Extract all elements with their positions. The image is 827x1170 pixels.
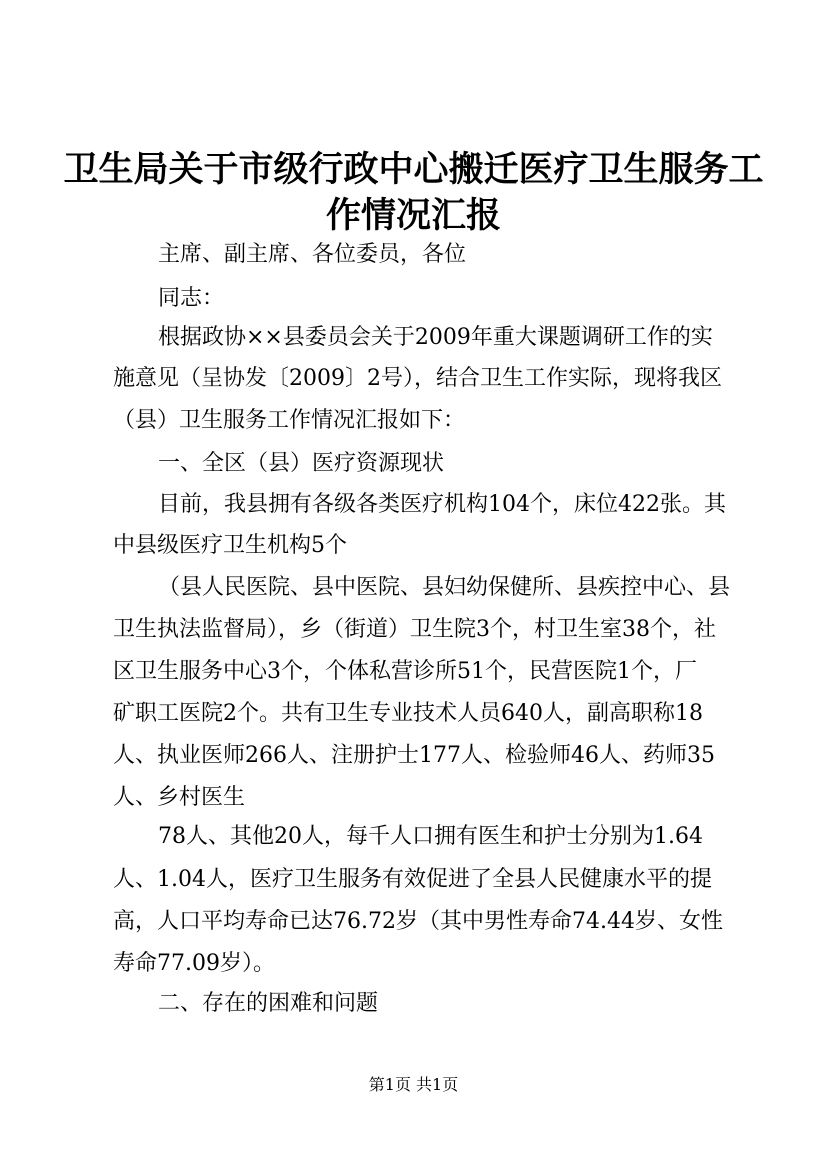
section-heading: 一、全区（县）医疗资源现状	[158, 451, 445, 476]
body-line: 人、乡村医生	[113, 785, 246, 810]
body-line: 主席、副主席、各位委员，各位	[158, 242, 467, 267]
document-title-line-1: 卫生局关于市级行政中心搬迁医疗卫生服务工	[63, 149, 764, 190]
body-line: 同志：	[158, 286, 225, 311]
section-heading: 二、存在的困难和问题	[158, 991, 379, 1016]
body-line: 矿职工医院2个。共有卫生专业技术人员640人，副高职称18	[113, 701, 703, 726]
body-line: 78人、其他20人，每千人口拥有医生和护士分别为1.64	[158, 824, 703, 849]
body-line: 人、1.04人，医疗卫生服务有效促进了全县人民健康水平的提	[113, 867, 712, 892]
body-line: 人、执业医师266人、注册护士177人、检验师46人、药师35	[113, 743, 715, 768]
document-title-line-2: 作情况汇报	[325, 195, 501, 236]
body-line: 高，人口平均寿命已达76.72岁（其中男性寿命74.44岁、女性	[113, 909, 723, 934]
body-line: 卫生执法监督局），乡（街道）卫生院3个，村卫生室38个，社	[113, 617, 716, 642]
page-number: 第1页 共1页	[368, 1075, 459, 1094]
body-line: （县人民医院、县中医院、县妇幼保健所、县疾控中心、县	[158, 575, 731, 600]
body-line: 中县级医疗卫生机构5个	[113, 533, 347, 558]
body-line: 目前，我县拥有各级各类医疗机构104个，床位422张。其	[158, 492, 726, 517]
body-line: 施意见（呈协发〔2009〕2号），结合卫生工作实际，现将我区	[113, 366, 722, 391]
body-line: 区卫生服务中心3个，个体私营诊所51个，民营医院1个，厂	[113, 659, 697, 684]
body-line: 寿命77.09岁）。	[113, 951, 275, 976]
body-line: 根据政协××县委员会关于2009年重大课题调研工作的实	[158, 325, 713, 350]
body-line: （县）卫生服务工作情况汇报如下：	[113, 408, 466, 433]
